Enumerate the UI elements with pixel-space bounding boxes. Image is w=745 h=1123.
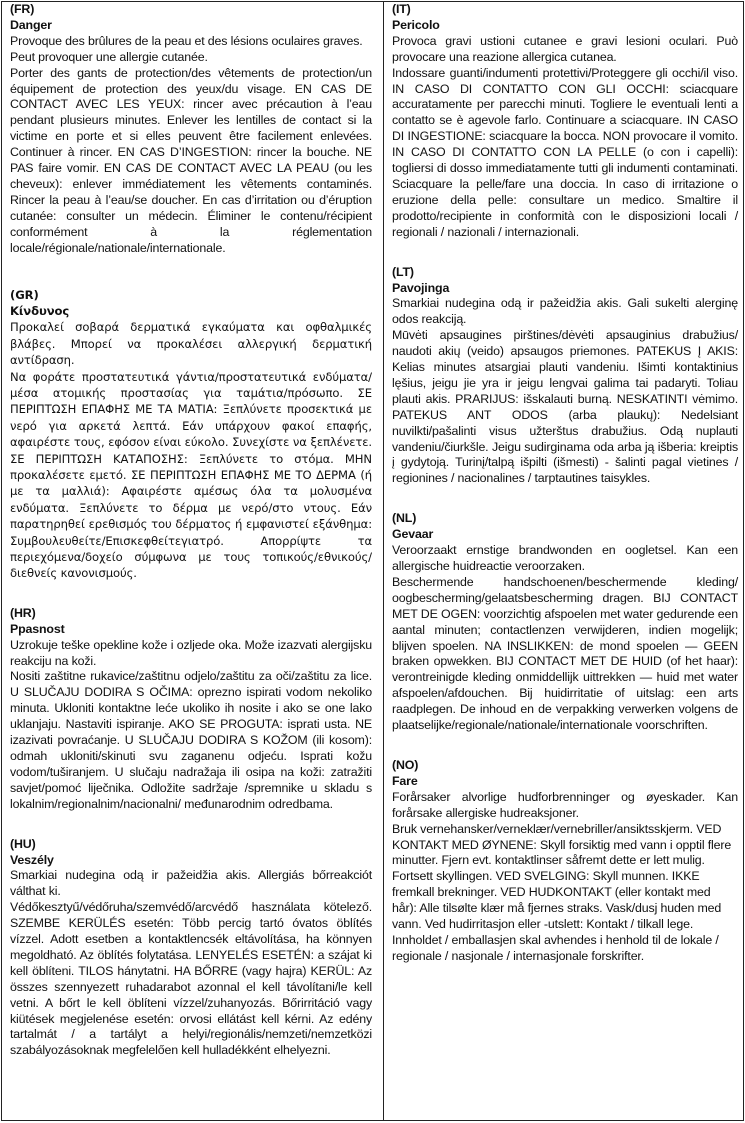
signal-word: Pavojinga xyxy=(392,280,450,295)
language-code: (HR) xyxy=(10,605,36,620)
hazard-statement: Provoca gravi ustioni cutanee e gravi lesioni oculari. Può provocare una reazione allergica cutanea. xyxy=(392,33,738,64)
section-hu xyxy=(10,837,372,1060)
hazard-statement: Provoque des brûlures de la peau et des lésions oculaires graves. Peut provoquer une allergie cutanée. xyxy=(10,33,363,64)
column-divider xyxy=(383,2,384,1120)
precautionary-statement: Nositi zaštitne rukavice/zaštitnu odjelo/zaštitu za oči/zaštitu za lice. U SLUČAJU DODIRA S OČIMA: oprezno ispirati vodom nekoliko minuta. Ukloniti kontaktne leće ukoliko ih nosite i ako se one lako uklanjaju. Nastaviti ispiranje. AKO SE PROGUTA: isprati usta. NE izazivati povraćanje. U SLUČAJU DODIRA S KOŽOM (ili kosom): odmah ukloniti/skinuti svu zaganenu odjeću. Isprati kožu vodom/tuširanjem. U slučaju nadražaja ili osipa na koži: zatražiti savjet/pomoć liječnika. Odložite sadržaje /spremnike u skladu s lokalnim/regionalnim/nacionalni/ međunarodnim odredbama. xyxy=(10,669,372,811)
language-code: (IT) xyxy=(392,2,411,16)
hazard-statement: Προκαλεί σοβαρά δερματικά εγκαύματα και οφθαλμικές βλάβες. Μπορεί να προκαλέσει αλλεργική δερματική αντίδραση. xyxy=(10,320,372,368)
section-no xyxy=(392,758,738,965)
section-hr xyxy=(10,606,372,813)
precautionary-statement: Indossare guanti/indumenti protettivi/Proteggere gli occhi/il viso. IN CASO DI CONTATTO CON GLI OCCHI: sciacquare accuratamente per parecchi minuti. Togliere le eventuali lenti a contatto se è agevole farlo. Continuare a sciacquare. IN CASO DI INGESTIONE: sciacquare la bocca. NON provocare il vomito. IN CASO DI CONTATTO CON LA PELLE (o con i capelli): togliersi di dosso immediatamente tutti gli indumenti contaminati. Sciacquare la pelle/fare una doccia. In caso di irritazione o eruzione della pelle: consultare un medico. Smaltire il prodotto/recipiente in conformità con le disposizioni locali / regionali / nazionali / internazionali. xyxy=(392,65,738,239)
section-nl xyxy=(392,511,738,734)
signal-word: Danger xyxy=(10,17,52,32)
label-sheet xyxy=(1,1,744,1121)
left-column xyxy=(10,2,372,1083)
language-code: (GR) xyxy=(10,287,39,302)
section-it xyxy=(392,2,738,241)
signal-word: Pericolo xyxy=(392,17,440,32)
precautionary-statement: Bruk vernehansker/verneklær/vernebriller/ansiktsskjerm. VED KONTAKT MED ØYNENE: Skyll forsiktig med vann i opptil flere minutter. Fjern evt. kontaktlinser såfremt dette er lett mulig. Fortsett skyllingen. VED SVELGING: Skyll munnen. IKKE fremkall brekninger. VED HUDKONTAKT (eller kontakt med hår): Alle tilsølte klær må fjernes straks. Vask/dusj huden med vann. Ved hudirritasjon eller -utslett: Kontakt / tilkall lege. Innholdet / emballasjen skal avhendes i henhold til de lokale / regionale / nasjonale / internasjonale forskrifter. xyxy=(392,821,732,963)
precautionary-statement: Beschermende handschoenen/beschermende kleding/ oogbescherming/gelaatsbescherming dragen. BIJ CONTACT MET DE OGEN: voorzichtig afspoelen met water gedurende een aantal minuten; contactlenzen verwijderen, indien mogelijk; blijven spoelen. NA INSLIKKEN: de mond spoelen — GEEN braken opwekken. BIJ CONTACT MET DE HUID (of het haar): verontreinigde kleding onmiddellijk uittrekken — huid met water afspoelen/afdouchen. Bij huidirritatie of uitslag: een arts raadplegen. De inhoud en de verpakking verwerken volgens de plaatselijke/regionale/nationale/internationale voorschriften. xyxy=(392,574,738,733)
precautionary-statement: Porter des gants de protection/des vêtements de protection/un équipement de protection des yeux/du visage. EN CAS DE CONTACT AVEC LES YEUX: rincer avec précaution à l’eau pendant plusieurs minutes. Enlever les lentilles de contact si la victime en porte et si elles peuvent être facilement enlevées. Continuer à rincer. EN CAS D’INGESTION: rincer la bouche. NE PAS faire vomir. EN CAS DE CONTACT AVEC LA PEAU (ou les cheveux): enlever immédiatement les vêtements contaminés. Rincer la peau à l’eau/se doucher. En cas d’irritation ou d’éruption cutanée: consulter un médecin. Éliminer le contenu/récipient conformément à la réglementation locale/régionale/nationale/internationale. xyxy=(10,65,372,255)
language-code: (FR) xyxy=(10,2,35,16)
section-lt xyxy=(392,265,738,488)
signal-word: Ppasnost xyxy=(10,621,65,636)
language-code: (NL) xyxy=(392,511,417,526)
signal-word: Fare xyxy=(392,773,418,788)
right-column xyxy=(392,2,738,989)
hazard-statement: Forårsaker alvorlige hudforbrenninger og øyeskader. Kan forårsake allergiske hudreaksjoner. xyxy=(392,789,738,820)
signal-word: Gevaar xyxy=(392,527,434,542)
hazard-statement: Smarkiai nudegina odą ir pažeidžia akis. Gali sukelti alerginę odos reakciją. xyxy=(392,296,738,327)
hazard-statement: Uzrokuje teške opekline kože i ozljede oka. Može izazvati alergijsku reakciju na koži. xyxy=(10,637,372,668)
section-gr xyxy=(10,287,372,582)
language-code: (NO) xyxy=(392,757,419,772)
precautionary-statement: Mūvėti apsaugines pirštines/dėvėti apsauginius drabužius/ naudoti akių (veido) apsaugos priemones. PATEKUS Į AKIS: Kelias minutes atsargiai plauti vandeniu. Išimti kontaktinius lęšius, jeigu jie yra ir jeigu lengvai galima tai padaryti. Toliau plauti akis. PRARIJUS: išskalauti burną. NESKATINTI vėmimo. PATEKUS ANT ODOS (arba plaukų): Nedelsiant nuvilkti/pašalinti visus užterštus drabužius. Odą nuplauti vandeniu/čiurkšle. Jeigu sudirginama oda arba ją išberia: kreiptis į gydytoją. Turinį/talpą išpilti (išmesti) - šalinti pagal vietines / regionines / nacionalines / tarptautines taisykles. xyxy=(392,328,738,486)
hazard-statement: Smarkiai nudegina odą ir pažeidžia akis. Allergiás bőrreakciót válthat ki. xyxy=(10,868,372,899)
section-fr xyxy=(10,2,372,257)
signal-word: Veszély xyxy=(10,852,54,867)
hazard-statement: Veroorzaakt ernstige brandwonden en oogletsel. Kan een allergische huidreactie veroorzaken. xyxy=(392,543,738,573)
precautionary-statement: Védőkesztyű/védőruha/szemvédő/arcvédő használata kötelező. SZEMBE KERÜLÉS esetén: Több percig tartó óvatos öblítés vízzel. Adott esetben a kontaktlencsék eltávolítása, ha könnyen megoldható. Az öblítés folytatása. LENYELÉS ESETÉN: a szájat ki kell öblíteni. TILOS hánytatni. HA BŐRRE (vagy hajra) KERÜL: Az összes szennyezett ruhadarabot azonnal el kell távolítani/le kell vetni. A bőrt le kell öblíteni vízzel/zuhanyozás. Bőrirritáció vagy kiütések megjelenése esetén: orvosi ellátást kell kérni. Az edény tartalmát / a tartályt a helyi/regionális/nemzeti/nemzetközi szabályozásoknak megfelelően kell hulladékként elhelyezni. xyxy=(10,900,372,1058)
language-code: (HU) xyxy=(10,836,36,851)
precautionary-statement: Να φοράτε προστατευτικά γάντια/προστατευτικά ενδύματα/μέσα ατομικής προστασίας για ταμάτια/πρόσωπο. ΣΕ ΠΕΡΙΠΤΩΣΗ ΕΠΑΦΗΣ ΜΕ ΤΑ ΜΑΤΙΑ: Ξεπλύνετε προσεκτικά με νερό για αρκετά λεπτά. Εάν υπάρχουν φακοί επαφής, αφαιρέστε τους, εφόσον είναι εύκολο. Συνεχίστε να ξεπλένετε. ΣΕ ΠΕΡΙΠΤΩΣΗ ΚΑΤΑΠΟΣΗΣ: Ξεπλύνετε το στόμα. ΜΗΝ προκαλέσετε εμετό. ΣΕ ΠΕΡΙΠΤΩΣΗ ΕΠΑΦΗΣ ΜΕ ΤΟ ΔΕΡΜΑ (ή με τα μαλλιά): Αφαιρέστε αμέσως όλα τα μολυσμένα ενδύματα. Ξεπλύνετε το δέρμα με νερό/στο ντους. Εάν παρατηρηθεί ερεθισμός του δέρματος ή εμφανιστεί εξάνθημα: Συμβουλευθείτε/Επισκεφθείτεγιατρό. Απορρίψτε τα περιεχόμενα/δοχείο σύμφωνα με τους τοπικούς/εθνικούς/διεθνείς κανονισμούς. xyxy=(10,369,372,581)
signal-word: Κίνδυνος xyxy=(10,303,70,318)
language-code: (LT) xyxy=(392,264,414,279)
